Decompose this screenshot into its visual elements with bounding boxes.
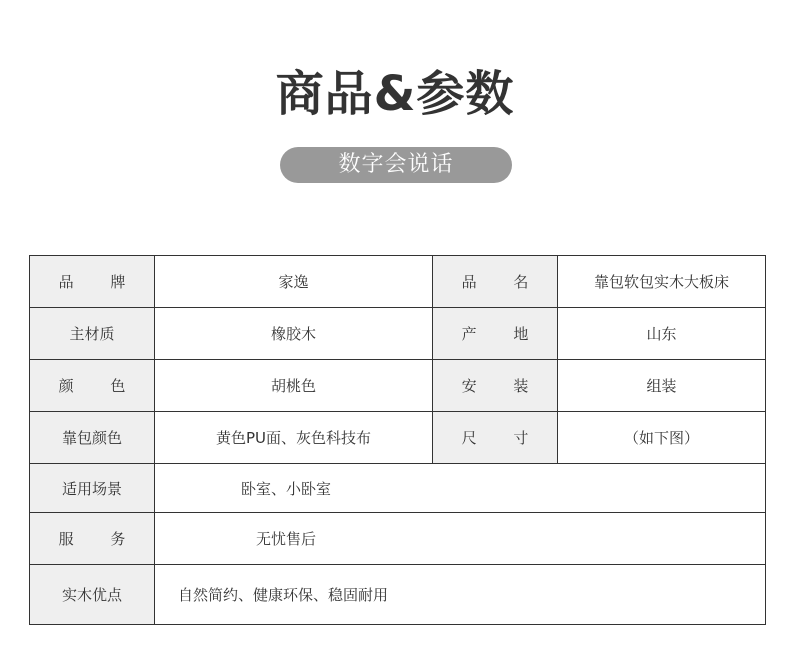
install-label: 安 装	[433, 360, 558, 412]
color-label: 颜 色	[30, 360, 155, 412]
subtitle-badge: 数字会说话	[280, 147, 512, 183]
page-title: 商品&参数	[275, 66, 515, 122]
table-row	[30, 565, 766, 625]
advantage-value: 自然简约、健康环保、稳固耐用	[155, 565, 766, 625]
table-row	[30, 464, 766, 513]
spec-table	[29, 255, 766, 625]
brand-label: 品 牌	[30, 256, 155, 308]
cushion-color-label: 靠包颜色	[30, 412, 155, 464]
product-name-value: 靠包软包实木大板床	[558, 256, 766, 308]
table-row	[30, 256, 766, 308]
advantage-label: 实木优点	[30, 565, 155, 625]
size-label: 尺 寸	[433, 412, 558, 464]
cushion-color-value: 黄色PU面、灰色科技布	[155, 412, 433, 464]
table-row	[30, 360, 766, 412]
origin-label: 产 地	[433, 308, 558, 360]
scene-value: 卧室、小卧室	[155, 464, 766, 513]
table-row	[30, 412, 766, 464]
service-value: 无忧售后	[155, 513, 766, 565]
table-row	[30, 308, 766, 360]
material-label: 主材质	[30, 308, 155, 360]
scene-label: 适用场景	[30, 464, 155, 513]
service-label: 服 务	[30, 513, 155, 565]
brand-value: 家逸	[155, 256, 433, 308]
table-row	[30, 513, 766, 565]
product-name-label: 品 名	[433, 256, 558, 308]
material-value: 橡胶木	[155, 308, 433, 360]
origin-value: 山东	[558, 308, 766, 360]
color-value: 胡桃色	[155, 360, 433, 412]
install-value: 组装	[558, 360, 766, 412]
size-value: （如下图）	[558, 412, 766, 464]
